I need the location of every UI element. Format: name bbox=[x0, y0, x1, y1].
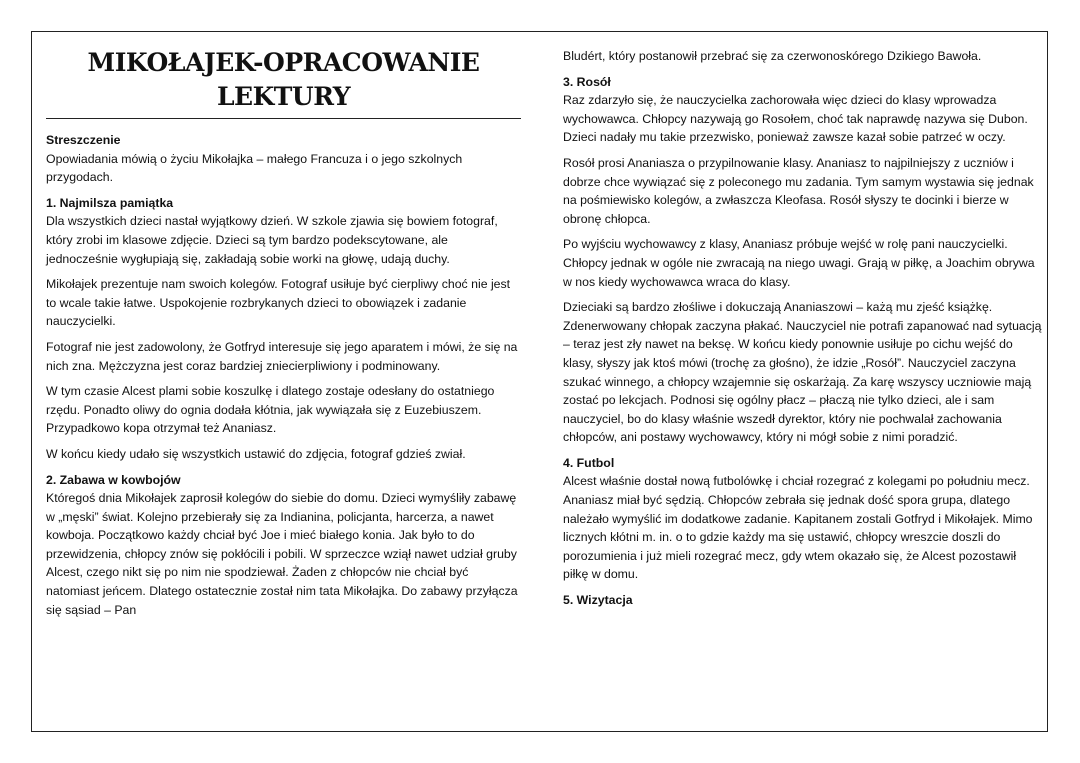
section-4-heading: 4. Futbol bbox=[563, 455, 615, 470]
page-title bbox=[46, 46, 521, 119]
page-frame bbox=[31, 31, 1048, 732]
left-column bbox=[46, 32, 521, 626]
summary-heading: Streszczenie bbox=[46, 133, 121, 147]
section-3-heading: 3. Rosół bbox=[563, 74, 611, 89]
section-2-heading: 2. Zabawa w kowbojów bbox=[46, 472, 181, 487]
section-1-paragraph: W końcu kiedy udało się wszystkich ustawić do zdjęcia, fotograf gdzieś zwiał. bbox=[46, 446, 466, 461]
right-body bbox=[563, 47, 1043, 610]
section-3-paragraph: Raz zdarzyło się, że nauczycielka zachorowała więc dzieci do klasy wprowadza wychowawca. Chłopcy nazywają go Rosołem, choć tak naprawdę nazywa się Dubon. Dzieci nadały mu takie przezwisko, ponieważ zawsze kazał sobie patrzeć w oczy. bbox=[563, 93, 1028, 145]
right-column bbox=[563, 32, 1043, 610]
continued-paragraph: Bludért, który postanowił przebrać się za czerwonoskórego Dzikiego Bawoła. bbox=[563, 49, 982, 63]
summary-text: Opowiadania mówią o życiu Mikołajka – małego Francuza i o jego szkolnych przygodach. bbox=[46, 151, 463, 185]
section-3-paragraph: Rosół prosi Ananiasza o przypilnowanie klasy. Ananiasz to najpilniejszy z uczniów i dobrze chce wywiązać się z poleconego mu zadania. Tym samym wystawia się jednak na pośmiewisko kolegów, a zwłaszcza Kleofasa. Rosół słyszy te docinki i bierze w obronę chłopca. bbox=[563, 155, 1034, 226]
title-line-2: LEKTURY bbox=[216, 82, 351, 111]
section-3-paragraph: Dzieciaki są bardzo złośliwe i dokuczają Ananiaszowi – każą mu zjeść książkę. Zdenerwowany chłopak zaczyna płakać. Nauczyciel nie potrafi zapanować nad sytuacją – teraz jest zły nawet na beksę. W końcu kiedy ponownie usiłuje po cichu wejść do klasy, słyszy jak ktoś mówi (trochę za głośno), że idzie „Rosół”. Nauczyciel zaczyna szukać winnego, a chłopcy wzajemnie się oskarżają. Za karę wszyscy uczniowie mają zostać po lekcjach. Podnosi się ogólny płacz – płaczą nie tylko dzieci, ale i sam nauczyciel, bo do klasy właśnie wszedł dyrektor, który nie pochwalał zachowania chłopców, ani postawy wychowawcy, który ni mógł sobie z nimi poradzić. bbox=[563, 300, 1042, 445]
section-1-paragraph: Mikołajek prezentuje nam swoich kolegów. Fotograf usiłuje być cierpliwy choć nie jest to wcale takie łatwe. Uspokojenie rozbrykanych dzieci to obowiązek i zadanie nauczycielki. bbox=[46, 277, 511, 329]
section-3-paragraph: Po wyjściu wychowawcy z klasy, Ananiasz próbuje wejść w rolę pani nauczycielki. Chłopcy jednak w ogóle nie zwracają na niego uwagi. Grają w piłkę, a Joachim obrywa w nos kiedy wychowawca wraca do klasy. bbox=[563, 237, 1035, 289]
section-5-heading: 5. Wizytacja bbox=[563, 593, 633, 608]
section-4-paragraph: Alcest właśnie dostał nową futbolówkę i chciał rozegrać z kolegami po południu mecz. Ananiasz miał być sędzią. Chłopców zebrała się jednak dość spora grupa, dlatego należało wymyślić im dodatkowe zadanie. Kapitanem zostali Gotfryd i Mikołajek. Mimo licznych kłótni m. in. o to gdzie każdy ma się ustawić, chłopcy wreszcie doszli do porozumienia i już mieli rozegrać mecz, gdy wtem okazało się, że Alcest pozostawił piłkę w domu. bbox=[563, 474, 1033, 582]
section-1-paragraph: W tym czasie Alcest plami sobie koszulkę i dlatego zostaje odesłany do ostatniego rzędu. Ponadto oliwy do ognia dodała kłótnia, jak wywiązała się z Euzebiuszem. Przypadkowo kopa otrzymał też Ananiasz. bbox=[46, 384, 495, 436]
section-1-heading: 1. Najmilsza pamiątka bbox=[46, 195, 174, 210]
section-1-paragraph: Dla wszystkich dzieci nastał wyjątkowy dzień. W szkole zjawia się bowiem fotograf, który zrobi im klasowe zdjęcie. Dzieci są tym bardzo podekscytowane, ale jednocześnie wygłupiają się, zakładają sobie worki na głowę, udają duchy. bbox=[46, 214, 498, 266]
section-1-paragraph: Fotograf nie jest zadowolony, że Gotfryd interesuje się jego aparatem i mówi, że się na nich zna. Mężczyzna jest coraz bardziej zniecierpliwiony i podminowany. bbox=[46, 339, 518, 373]
section-2-paragraph: Któregoś dnia Mikołajek zaprosił kolegów do siebie do domu. Dzieci wymyśliły zabawę w „męski” świat. Kolejno przebierały się za Indianina, policjanta, harcerza, a nawet kowboja. Początkowo każdy chciał być Joe i mieć białego konia. Jak było to do przewidzenia, chłopcy znów się pokłócili i pobili. W sprzeczce wziął nawet udział gruby Alcest, czego nikt się po nim nie spodziewał. Żaden z chłopców nie chciał być natomiast jeńcem. Dlatego ostatecznie został nim tata Mikołajka. Do zabawy przyłącza się sąsiad – Pan bbox=[46, 491, 518, 617]
title-line-1: MIKOŁAJEK-OPRACOWANIE bbox=[87, 48, 480, 77]
left-body bbox=[46, 131, 521, 619]
